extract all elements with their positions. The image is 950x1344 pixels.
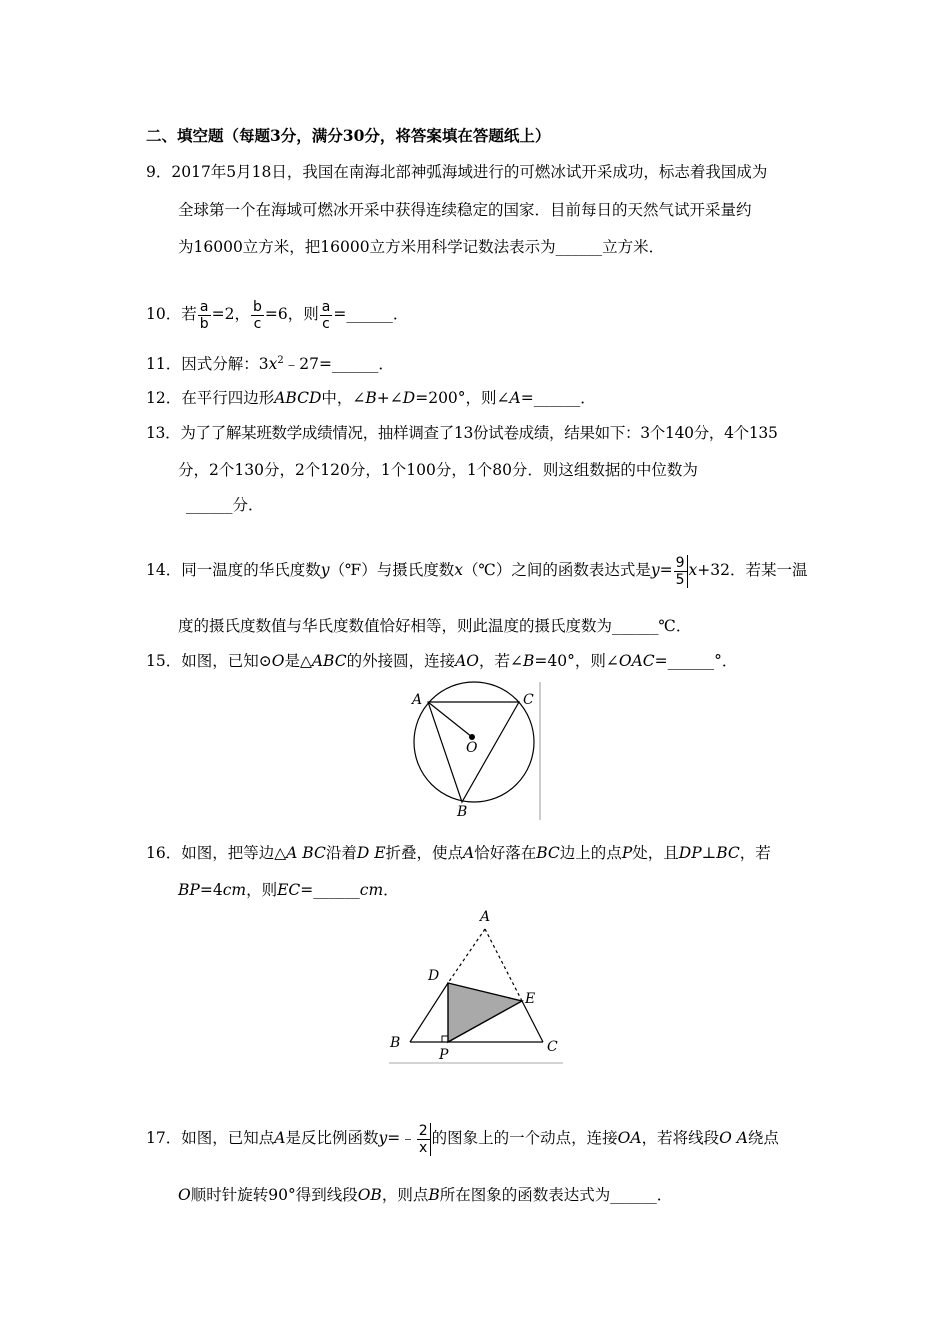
section-title-text: 二、填空题（每题3分，满分30分，将答案填在答题纸上）: [146, 126, 551, 145]
q16-triangle-figure: [385, 905, 565, 1067]
q17-p1: 17．如图，已知点: [146, 1129, 275, 1147]
q12-mid1: 中，∠: [321, 389, 366, 407]
label-b: B: [390, 1035, 401, 1051]
q12-mid3: =200°，则∠: [415, 389, 510, 407]
q11-var: x: [268, 355, 278, 373]
segment-db: [410, 983, 448, 1042]
q16-p10: ，则: [246, 881, 278, 899]
q12-tail: =______．: [520, 389, 596, 407]
q17-p7: 顺时针旋转90°得到线段: [190, 1186, 358, 1204]
q10-eq2: =6，则: [264, 305, 319, 323]
q16-line1: [146, 843, 771, 863]
q14-p1: 14．同一温度的华氏度数: [146, 561, 321, 579]
denominator: c: [253, 315, 262, 332]
q14-x2: x: [688, 561, 698, 579]
label-c: C: [547, 1039, 558, 1055]
numerator: a: [198, 299, 211, 316]
q13-text-3: ______分．: [186, 496, 264, 514]
q12-mid2: +∠: [376, 389, 403, 407]
fraction-9-over-5: [674, 555, 688, 588]
q10-eq1: =2，: [211, 305, 250, 323]
q10-prefix: 10．若: [146, 305, 197, 323]
q15-o: O: [271, 652, 285, 670]
label-a: A: [412, 692, 423, 708]
q14-p2: （℉）与摄氏度数: [329, 561, 455, 579]
shaded-triangle-dpe: [448, 983, 522, 1042]
denominator: c: [322, 315, 330, 332]
q16-p1: 16．如图，把等边△: [146, 844, 287, 862]
q15-p3: 的外接圆，连接: [346, 652, 456, 670]
q14-eq: =: [659, 561, 673, 579]
q16-p4: 恰好落在: [474, 844, 537, 862]
q14-text-2: 度的摄氏度数值与华氏度数值恰好相等，则此温度的摄氏度数为______℃．: [178, 617, 692, 635]
label-d: D: [428, 968, 440, 984]
q15-abc: ABC: [311, 652, 347, 670]
q16-p2: 沿着: [325, 844, 357, 862]
q17-oa: OA: [617, 1129, 642, 1147]
label-p: P: [439, 1047, 449, 1063]
denominator: 5: [675, 571, 685, 588]
q16-p5: 边上的点: [559, 844, 622, 862]
q16-dp: DP: [678, 844, 702, 862]
q11-prefix: 11．因式分解：3: [146, 355, 269, 373]
q14-p3: （℃）之间的函数表达式是: [463, 561, 651, 579]
q13-line3: [186, 495, 264, 515]
numerator: a: [321, 298, 331, 315]
q16-bc2: BC: [716, 844, 740, 862]
q17-a: A: [274, 1129, 286, 1147]
q14-x: x: [454, 561, 463, 579]
label-c: C: [523, 692, 534, 708]
q13-text-1: 13．为了了解某班数学成绩情况，抽样调查了13份试卷成绩，结果如下：3个140分，4个135: [146, 424, 778, 442]
q15-p6: =______°．: [654, 652, 738, 670]
q16-cm2: cm: [359, 881, 384, 899]
q16-p9: =4: [199, 881, 223, 899]
q9-text-1: 9．2017年5月18日，我国在南海北部神弧海域进行的可燃冰试开采成功，标志着我国成为: [146, 163, 768, 181]
q9-line3: [178, 237, 664, 257]
q14-y: y: [320, 561, 330, 579]
q9-text-2: 全球第一个在海域可燃冰开采中获得连续稳定的国家．目前每日的天然气试开采量约: [178, 201, 752, 219]
q16-a: A: [463, 844, 475, 862]
q13-line1: [146, 423, 778, 443]
q17-p5: ，若将线段: [641, 1129, 720, 1147]
q17-oa2: O A: [719, 1129, 748, 1147]
q15-ao: AO: [455, 652, 480, 670]
numerator: 2: [418, 1122, 428, 1139]
segment-ao: [428, 702, 472, 737]
q15-b: B: [523, 652, 535, 670]
q17-o: O: [178, 1186, 191, 1204]
fraction-a-over-b: [198, 299, 211, 332]
q12-prefix: 12．在平行四边形: [146, 389, 275, 407]
q15: [146, 651, 737, 671]
label-b: B: [457, 804, 468, 820]
right-angle-mark: [442, 1036, 448, 1042]
q17-p3: =﹣: [387, 1129, 416, 1147]
fraction-a-over-c: [320, 299, 333, 332]
q11-tail: ﹣27=______．: [283, 355, 394, 373]
numerator: b: [252, 298, 262, 315]
denominator: x: [419, 1139, 428, 1156]
q12: [146, 388, 596, 408]
q11-exp: 2: [277, 354, 284, 366]
q15-p5: =40°，则∠: [534, 652, 619, 670]
q15-p2: 是△: [284, 652, 312, 670]
q16-p: P: [621, 844, 633, 862]
q16-cm: cm: [222, 881, 247, 899]
section-title: [146, 126, 550, 146]
label-e: E: [525, 991, 536, 1007]
q16-p12: ．: [383, 881, 399, 899]
q15-oac: OAC: [618, 652, 655, 670]
q17-p6: 绕点: [747, 1129, 779, 1147]
q9-line1: [146, 162, 767, 182]
q17-p2: 是反比例函数: [285, 1129, 379, 1147]
q16-bp: BP: [178, 881, 200, 899]
q17-p9: 所在图象的函数表达式为______．: [439, 1186, 673, 1204]
q14-line1: [146, 552, 808, 588]
q12-abcd: ABCD: [274, 389, 322, 407]
q10: [146, 296, 408, 332]
q15-p4: ，若∠: [479, 652, 524, 670]
dashed-ae: [485, 929, 522, 1001]
q12-d: D: [402, 389, 416, 407]
q9-line2: [178, 200, 752, 220]
q14-p4: +32．若某一温: [697, 561, 808, 579]
q14-y2: y: [650, 561, 660, 579]
q12-a: A: [509, 389, 521, 407]
q17-p4: 的图象上的一个动点，连接: [431, 1129, 618, 1147]
denominator: b: [199, 315, 209, 332]
fraction-b-over-c: [251, 299, 264, 332]
q17-y: y: [378, 1129, 388, 1147]
q17-line2: [178, 1185, 672, 1205]
q17-ob: OB: [357, 1186, 382, 1204]
label-o: O: [466, 740, 478, 756]
dashed-ad: [448, 929, 485, 983]
q17-p8: ，则点: [381, 1186, 429, 1204]
q14-line2: [178, 616, 691, 636]
segment-ec: [522, 1001, 543, 1042]
q16-p3: 折叠，使点: [385, 844, 464, 862]
numerator: 9: [675, 554, 685, 571]
q15-circle-figure: [400, 680, 550, 820]
fraction-2-over-x: [417, 1123, 431, 1156]
q17-b: B: [428, 1186, 440, 1204]
q10-tail: =______．: [333, 305, 409, 323]
q13-line2: [178, 460, 698, 480]
q12-b: B: [365, 389, 377, 407]
label-a: A: [480, 909, 491, 925]
q15-p1: 15．如图，已知⊙: [146, 652, 272, 670]
q16-p7: ⊥: [701, 844, 717, 862]
q16-p11: =______: [300, 881, 360, 899]
q16-de: D E: [356, 844, 386, 862]
q11: [146, 354, 394, 374]
q16-p8: ，若: [739, 844, 771, 862]
q17-line1: [146, 1120, 779, 1156]
q16-bc: BC: [536, 844, 560, 862]
q16-p6: 处，且: [632, 844, 679, 862]
q9-text-3: 为16000立方米，把16000立方米用科学记数法表示为______立方米．: [178, 238, 665, 256]
q16-ec: EC: [277, 881, 301, 899]
q16-abc: A BC: [286, 844, 326, 862]
q13-text-2: 分，2个130分，2个120分，1个100分，1个80分．则这组数据的中位数为: [178, 461, 698, 479]
q16-line2: [178, 880, 399, 900]
